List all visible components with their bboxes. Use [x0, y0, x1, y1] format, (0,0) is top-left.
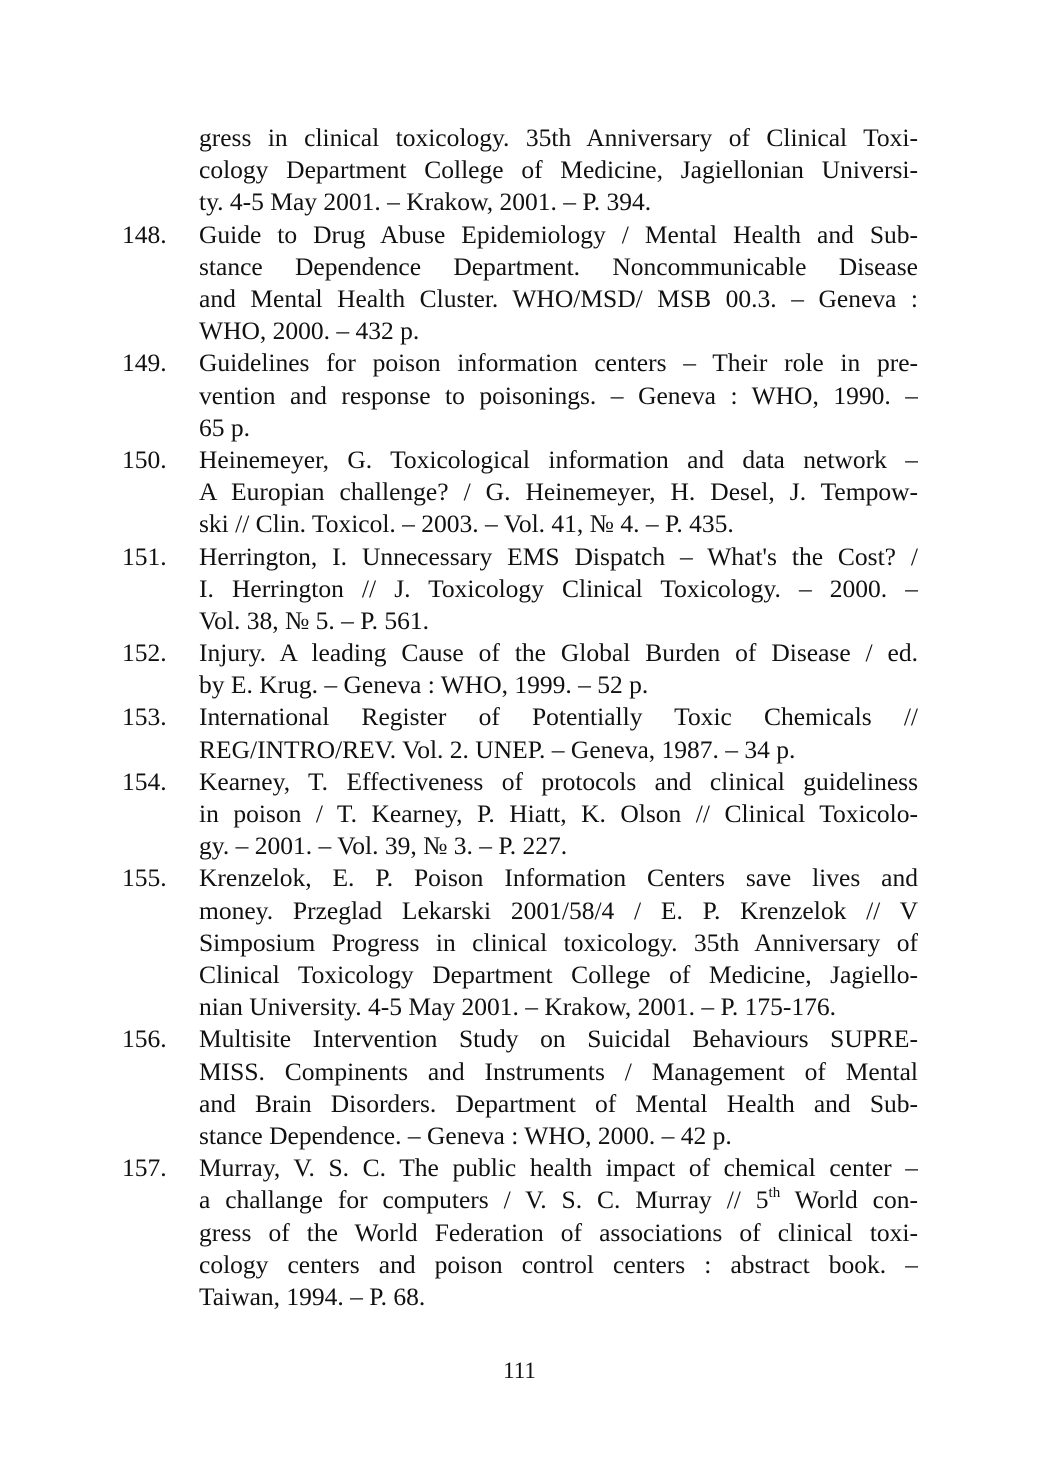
text-line: gress in clinical toxicology. 35th Anniversary of Clinical Toxi- [199, 123, 918, 152]
reference-text [199, 541, 918, 638]
reference-text [199, 122, 918, 219]
text-line: WHO, 2000. – 432 p. [199, 316, 420, 346]
reference-number: 148. [122, 219, 167, 249]
text-line: vention and response to poisonings. – Geneva : WHO, 1990. – [199, 380, 918, 410]
text-line: stance Dependence Department. Noncommunicable Disease [199, 251, 918, 281]
text-line: Heinemeyer, G. Toxicological information and data network – [199, 444, 918, 474]
text-segment: a challange for computers / V. S. C. Murray // 5 [199, 1185, 769, 1215]
text-line: Herrington, I. Unnecessary EMS Dispatch – What's the Cost? / [199, 541, 918, 571]
reference-text [199, 1152, 918, 1313]
reference-item [122, 1152, 918, 1313]
text-line: Clinical Toxicology Department College of Medicine, Jagiello- [199, 960, 918, 989]
reference-number: 156. [122, 1024, 167, 1054]
text-line: Injury. A leading Cause of the Global Burden of Disease / ed. [199, 638, 918, 668]
reference-number: 157. [122, 1153, 167, 1183]
text-line: REG/INTRO/REV. Vol. 2. UNEP. – Geneva, 1987. – 34 p. [199, 734, 796, 764]
text-line: money. Przeglad Lekarski 2001/58/4 / E. P. Krenzelok // V [199, 895, 918, 925]
reference-item [122, 766, 918, 863]
text-line: cology centers and poison control centers : abstract book. – [199, 1249, 918, 1279]
reference-number: 151. [122, 541, 167, 571]
reference-text [199, 347, 918, 444]
text-line: I. Herrington // J. Toxicology Clinical Toxicology. – 2000. – [199, 573, 918, 603]
reference-text [199, 219, 918, 348]
reference-item [122, 1023, 918, 1152]
reference-number: 154. [122, 766, 167, 796]
reference-text [199, 862, 918, 1023]
reference-number: 153. [122, 702, 167, 732]
reference-item [122, 444, 918, 541]
reference-item [122, 637, 918, 701]
text-line: ty. 4-5 May 2001. – Krakow, 2001. – P. 394. [199, 187, 652, 217]
text-line: in poison / T. Kearney, P. Hiatt, K. Olson // Clinical Toxicolo- [199, 799, 918, 829]
reference-text [199, 1023, 918, 1152]
reference-number: 149. [122, 348, 167, 378]
page-number: 111 [503, 1358, 536, 1383]
text-line: cology Department College of Medicine, Jagiellonian Universi- [199, 155, 918, 185]
reference-text [199, 637, 918, 701]
reference-item [122, 862, 918, 1023]
text-line-with-superscript [199, 1184, 918, 1216]
superscript: th [768, 1184, 781, 1201]
text-line: Taiwan, 1994. – P. 68. [199, 1281, 426, 1311]
reference-text [199, 701, 918, 765]
reference-continuation [122, 122, 918, 219]
reference-text [199, 444, 918, 541]
text-line: Simposium Progress in clinical toxicology. 35th Anniversary of [199, 927, 918, 957]
text-line: by E. Krug. – Geneva : WHO, 1999. – 52 p. [199, 670, 649, 700]
text-line: Guidelines for poison information centers – Their role in pre- [199, 348, 918, 378]
text-line: Krenzelok, E. P. Poison Information Centers save lives and [199, 863, 918, 893]
text-line: Murray, V. S. C. The public health impact of chemical center – [199, 1153, 918, 1183]
text-segment: World con- [780, 1185, 918, 1215]
reference-number: 155. [122, 863, 167, 893]
reference-number: 150. [122, 444, 167, 474]
text-line: gress of the World Federation of associations of clinical toxi- [199, 1217, 918, 1247]
text-line: gy. – 2001. – Vol. 39, № 3. – P. 227. [199, 831, 568, 861]
reference-item [122, 541, 918, 638]
text-line: nian University. 4-5 May 2001. – Krakow, 2001. – P. 175-176. [199, 992, 836, 1022]
text-line: International Register of Potentially Toxic Chemicals // [199, 702, 918, 732]
reference-item [122, 219, 918, 348]
text-line: ski // Clin. Toxicol. – 2003. – Vol. 41, № 4. – P. 435. [199, 509, 734, 539]
reference-item [122, 701, 918, 765]
text-line: Multisite Intervention Study on Suicidal Behaviours SUPRE- [199, 1024, 918, 1054]
text-line: MISS. Compinents and Instruments / Management of Mental [199, 1056, 918, 1086]
text-line: Kearney, T. Effectiveness of protocols and clinical guideliness [199, 766, 918, 796]
reference-item [122, 347, 918, 444]
reference-number: 152. [122, 638, 167, 668]
text-line: 65 p. [199, 412, 250, 442]
text-line: stance Dependence. – Geneva : WHO, 2000. – 42 p. [199, 1120, 732, 1150]
text-line: Vol. 38, № 5. – P. 561. [199, 605, 430, 635]
text-line: A Europian challenge? / G. Heinemeyer, H. Desel, J. Tempow- [199, 477, 918, 507]
text-line: and Brain Disorders. Department of Mental Health and Sub- [199, 1088, 918, 1118]
text-line: Guide to Drug Abuse Epidemiology / Mental Health and Sub- [199, 219, 918, 249]
text-line: and Mental Health Cluster. WHO/MSD/ MSB 00.3. – Geneva : [199, 283, 918, 313]
reference-list [122, 122, 918, 1313]
reference-text [199, 766, 918, 863]
